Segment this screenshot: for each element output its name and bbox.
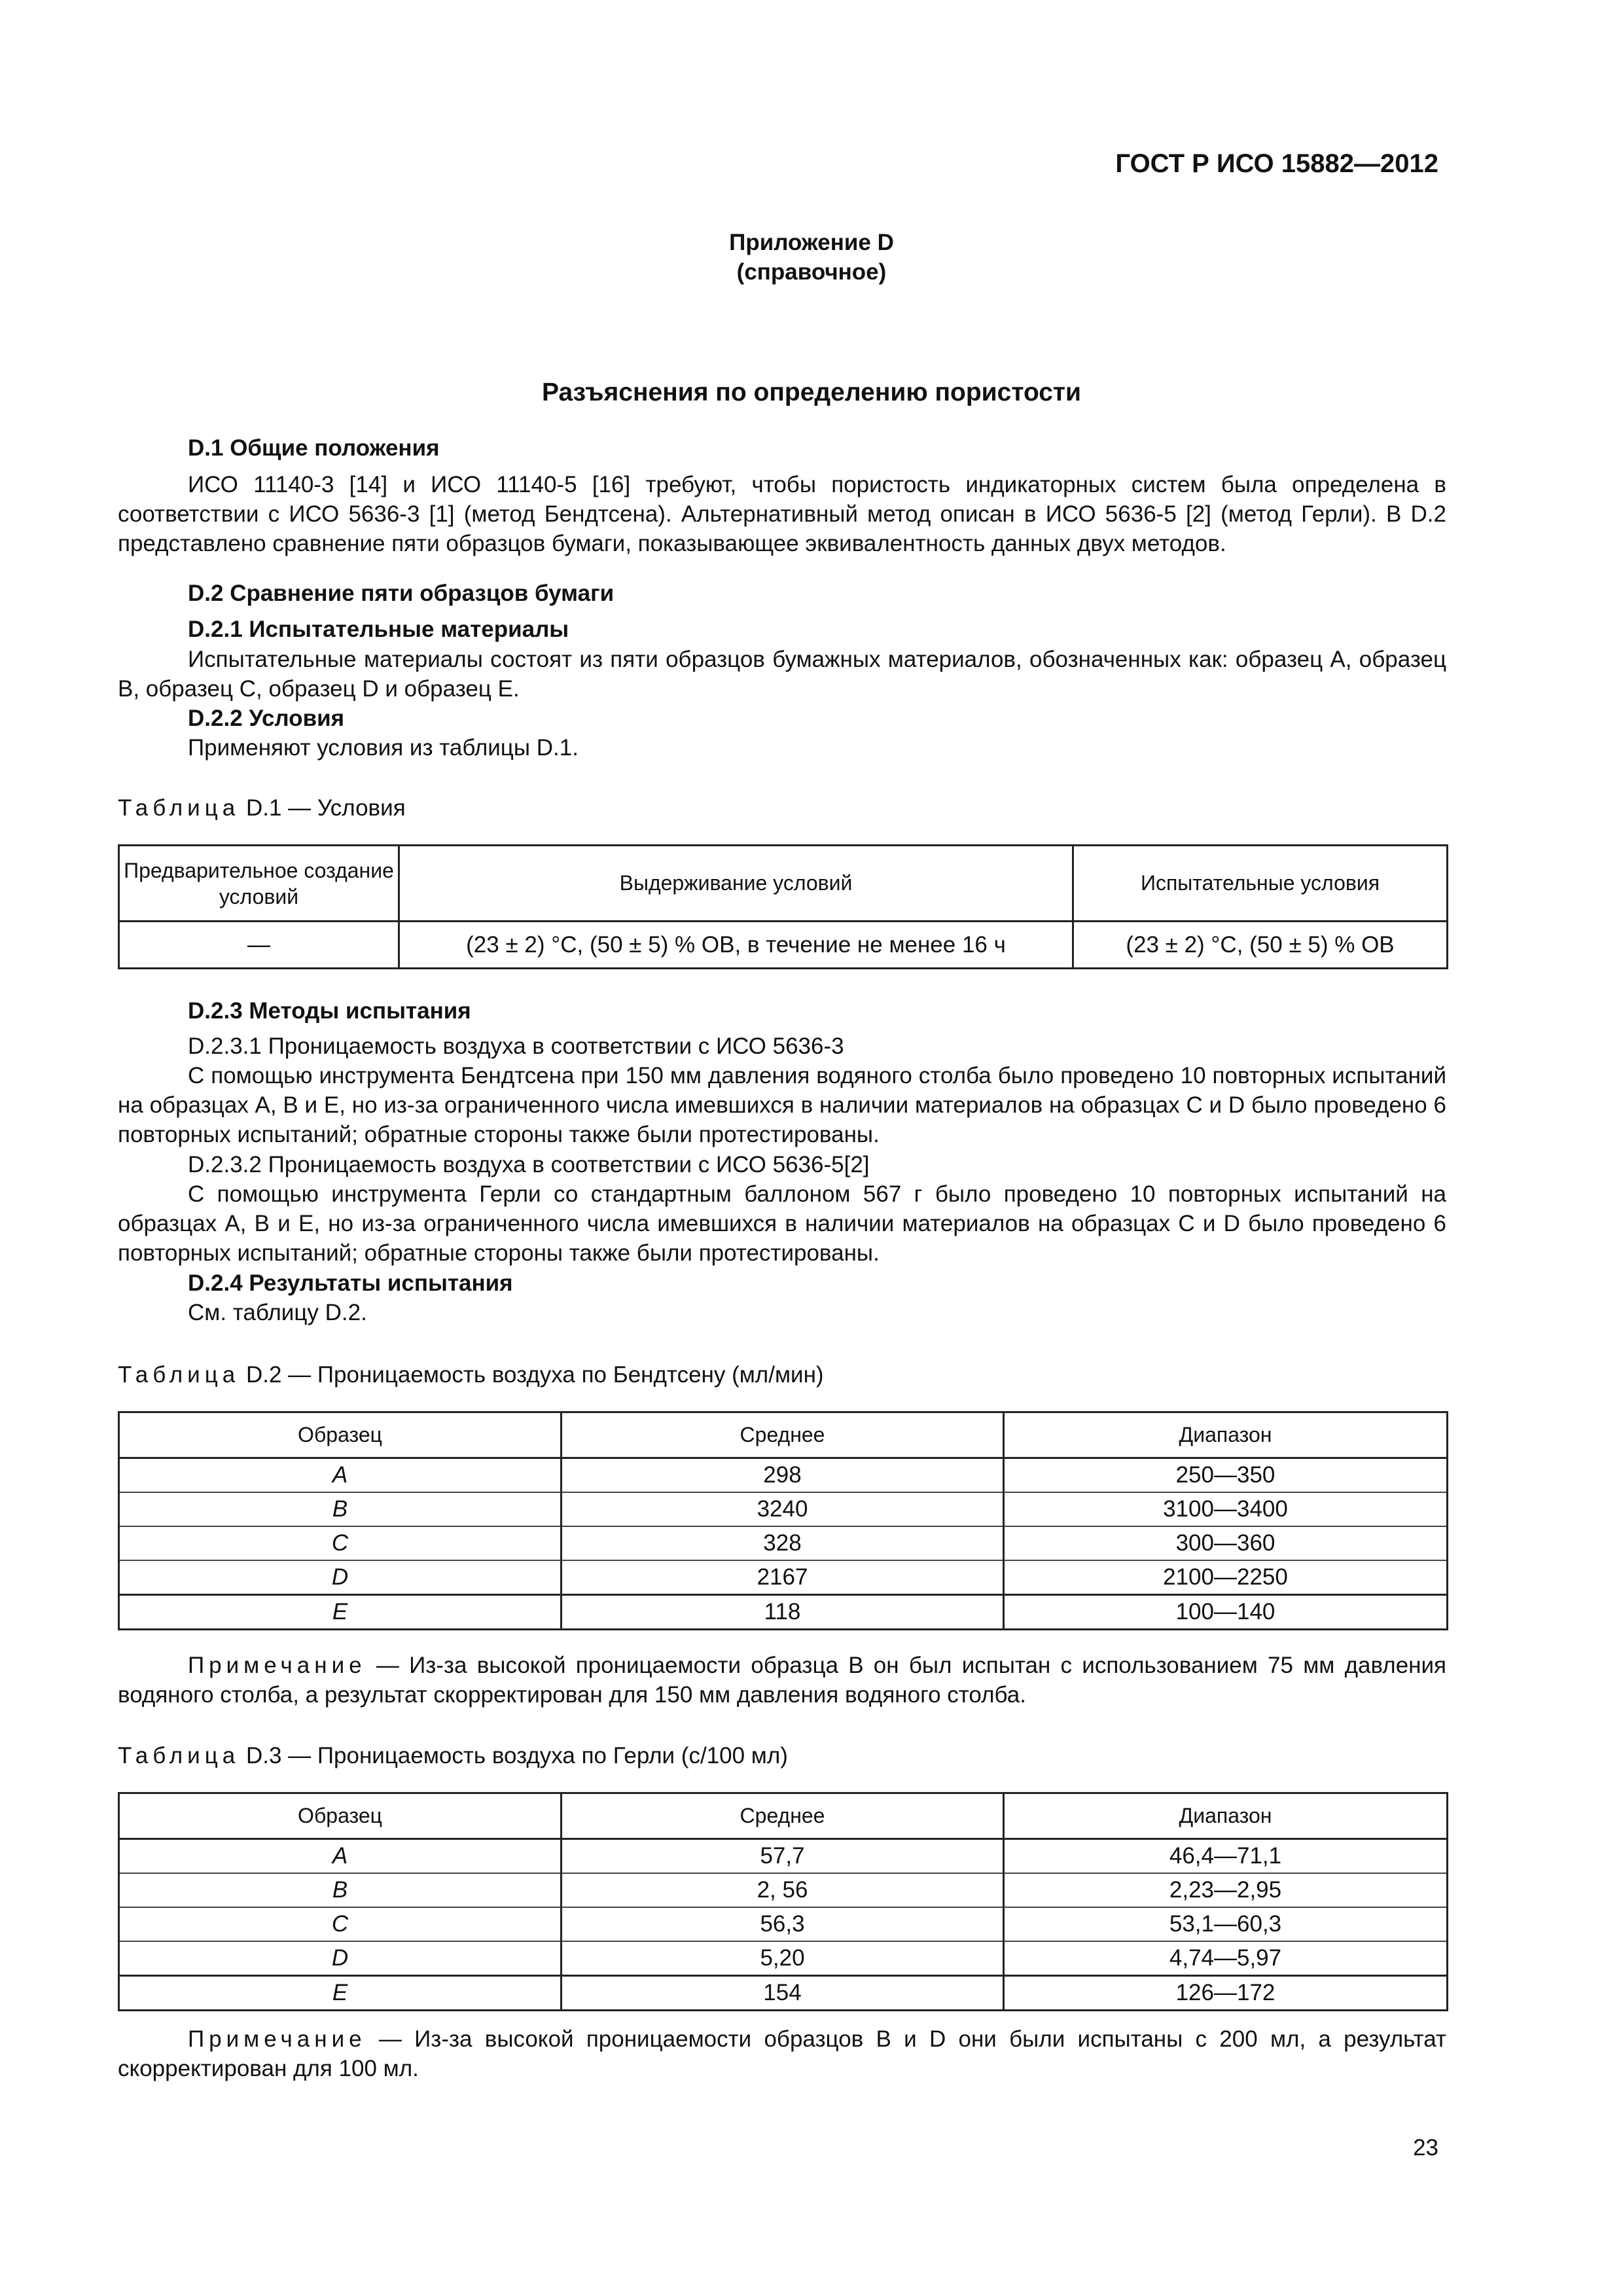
- table2-note: [118, 1651, 1446, 1710]
- document-id: ГОСТ Р ИСО 15882—2012: [1115, 149, 1438, 178]
- table1-caption: [118, 793, 406, 823]
- table-header-cell: Предварительное создание условий: [119, 846, 399, 922]
- table-cell: 100—140: [1004, 1595, 1448, 1630]
- table-row: [119, 1839, 1448, 1874]
- table-header-cell: Испытательные условия: [1073, 846, 1448, 922]
- paragraph-d231: С помощью инструмента Бендтсена при 150 мм давления водяного столба было проведено 10 повторных испытаний на образцах A, B и E, но из-за ограниченного числа имевшихся в наличии материалов на образцах C и D было проведено 6 повторных испытаний; обратные стороны также были протестированы.: [118, 1063, 1446, 1147]
- table-header-cell: Образец: [119, 1412, 562, 1458]
- table-header-cell: Образец: [119, 1793, 562, 1839]
- table-cell: 2167: [562, 1560, 1004, 1595]
- table-cell: A: [119, 1458, 562, 1493]
- table3-caption: [118, 1741, 788, 1770]
- table3-note: [118, 2024, 1446, 2083]
- table-cell: 300—360: [1004, 1526, 1448, 1560]
- heading-d232: D.2.3.2 Проницаемость воздуха в соответствии с ИСО 5636-5[2]: [188, 1152, 870, 1177]
- table2-caption-label: Таблица: [118, 1362, 240, 1388]
- table-row: [119, 1595, 1448, 1630]
- heading-d231: D.2.3.1 Проницаемость воздуха в соответствии с ИСО 5636-3: [188, 1033, 844, 1059]
- paragraph-d24: См. таблицу D.2.: [188, 1300, 367, 1325]
- table-header-cell: Диапазон: [1004, 1793, 1448, 1839]
- table-row: [119, 922, 1448, 969]
- table-cell: 2,23—2,95: [1004, 1873, 1448, 1907]
- table3-caption-text: D.3 — Проницаемость воздуха по Герли (с/100 мл): [240, 1743, 788, 1768]
- table-cell: 2100—2250: [1004, 1560, 1448, 1595]
- table-cell: A: [119, 1839, 562, 1874]
- table-row: [119, 1873, 1448, 1907]
- table-cell: D: [119, 1941, 562, 1976]
- table-header-cell: Среднее: [562, 1793, 1004, 1839]
- table-cell: 118: [562, 1595, 1004, 1630]
- table-header-row: [119, 1793, 1448, 1839]
- table-cell: 3100—3400: [1004, 1492, 1448, 1526]
- table-cell: 154: [562, 1976, 1004, 2011]
- table-cell: 250—350: [1004, 1458, 1448, 1493]
- appendix-label: Приложение D: [729, 230, 894, 255]
- page-title: Разъяснения по определению пористости: [541, 378, 1082, 406]
- table-cell: 328: [562, 1526, 1004, 1560]
- table-d3: [118, 1792, 1448, 2011]
- table-row: [119, 1458, 1448, 1493]
- table-cell: (23 ± 2) °С, (50 ± 5) % ОВ: [1073, 922, 1448, 969]
- table-cell: D: [119, 1560, 562, 1595]
- table-header-row: [119, 1412, 1448, 1458]
- paragraph-d232: С помощью инструмента Герли со стандартным баллоном 567 г было проведено 10 повторных испытаний на образцах A, B и E, но из-за ограниченного числа имевшихся в наличии материалов на образцах C и D было проведено 6 повторных испытаний; обратные стороны также были протестированы.: [118, 1181, 1446, 1266]
- table-cell: —: [119, 922, 399, 969]
- paragraph-d22: Применяют условия из таблицы D.1.: [188, 735, 579, 761]
- note-text: — Из-за высокой проницаемости образцов B и D они были испытаны с 200 мл, а результат скорректирован для 100 мл.: [118, 2026, 1446, 2081]
- table3-caption-label: Таблица: [118, 1743, 240, 1768]
- table-header-cell: Диапазон: [1004, 1412, 1448, 1458]
- table-row: [119, 1560, 1448, 1595]
- table-row: [119, 1907, 1448, 1941]
- table-cell: (23 ± 2) °С, (50 ± 5) % ОВ, в течение не менее 16 ч: [399, 922, 1073, 969]
- note-label: Примечание: [188, 1653, 366, 1678]
- table2-caption: [118, 1360, 824, 1390]
- table-cell: C: [119, 1526, 562, 1560]
- table-cell: 56,3: [562, 1907, 1004, 1941]
- table1-caption-text: D.1 — Условия: [240, 795, 406, 821]
- appendix-type: (справочное): [736, 259, 887, 285]
- note-label: Примечание: [188, 2026, 366, 2052]
- table-header-cell: Среднее: [562, 1412, 1004, 1458]
- page-number: 23: [1413, 2135, 1438, 2161]
- note-text: — Из-за высокой проницаемости образца B он был испытан с использованием 75 мм давления водяного столба, а результат скорректирован для 150 мм давления водяного столба.: [118, 1653, 1446, 1708]
- heading-d24: D.2.4 Результаты испытания: [188, 1270, 513, 1296]
- table2-caption-text: D.2 — Проницаемость воздуха по Бендтсену (мл/мин): [240, 1362, 824, 1388]
- heading-d1: D.1 Общие положения: [188, 435, 440, 461]
- table-header-row: [119, 846, 1448, 922]
- table-row: [119, 1526, 1448, 1560]
- table-cell: C: [119, 1907, 562, 1941]
- table-cell: B: [119, 1873, 562, 1907]
- table-cell: 126—172: [1004, 1976, 1448, 2011]
- table-cell: 46,4—71,1: [1004, 1839, 1448, 1874]
- table-cell: B: [119, 1492, 562, 1526]
- table-cell: 298: [562, 1458, 1004, 1493]
- table-cell: 4,74—5,97: [1004, 1941, 1448, 1976]
- heading-d21: D.2.1 Испытательные материалы: [188, 617, 569, 642]
- table-cell: E: [119, 1595, 562, 1630]
- table-cell: 3240: [562, 1492, 1004, 1526]
- paragraph-d1: ИСО 11140-3 [14] и ИСО 11140-5 [16] требуют, чтобы пористость индикаторных систем была определена в соответствии с ИСО 5636-3 [1] (метод Бендтсена). Альтернативный метод описан в ИСО 5636-5 [2] (метод Герли). В D.2 представлено сравнение пяти образцов бумаги, показывающее эквивалентность данных двух методов.: [118, 472, 1446, 556]
- table1-caption-label: Таблица: [118, 795, 240, 821]
- table-cell: 57,7: [562, 1839, 1004, 1874]
- heading-d22: D.2.2 Условия: [188, 706, 345, 731]
- table-d1: [118, 844, 1448, 969]
- table-cell: 2, 56: [562, 1873, 1004, 1907]
- table-cell: 53,1—60,3: [1004, 1907, 1448, 1941]
- table-row: [119, 1976, 1448, 2011]
- heading-d2: D.2 Сравнение пяти образцов бумаги: [188, 581, 615, 606]
- table-cell: E: [119, 1976, 562, 2011]
- table-row: [119, 1941, 1448, 1976]
- table-d2: [118, 1411, 1448, 1630]
- paragraph-d21: Испытательные материалы состоят из пяти образцов бумажных материалов, обозначенных как: образец A, образец B, образец C, образец D и образец E.: [118, 647, 1446, 702]
- table-cell: 5,20: [562, 1941, 1004, 1976]
- heading-d23: D.2.3 Методы испытания: [188, 998, 471, 1024]
- table-row: [119, 1492, 1448, 1526]
- table-header-cell: Выдерживание условий: [399, 846, 1073, 922]
